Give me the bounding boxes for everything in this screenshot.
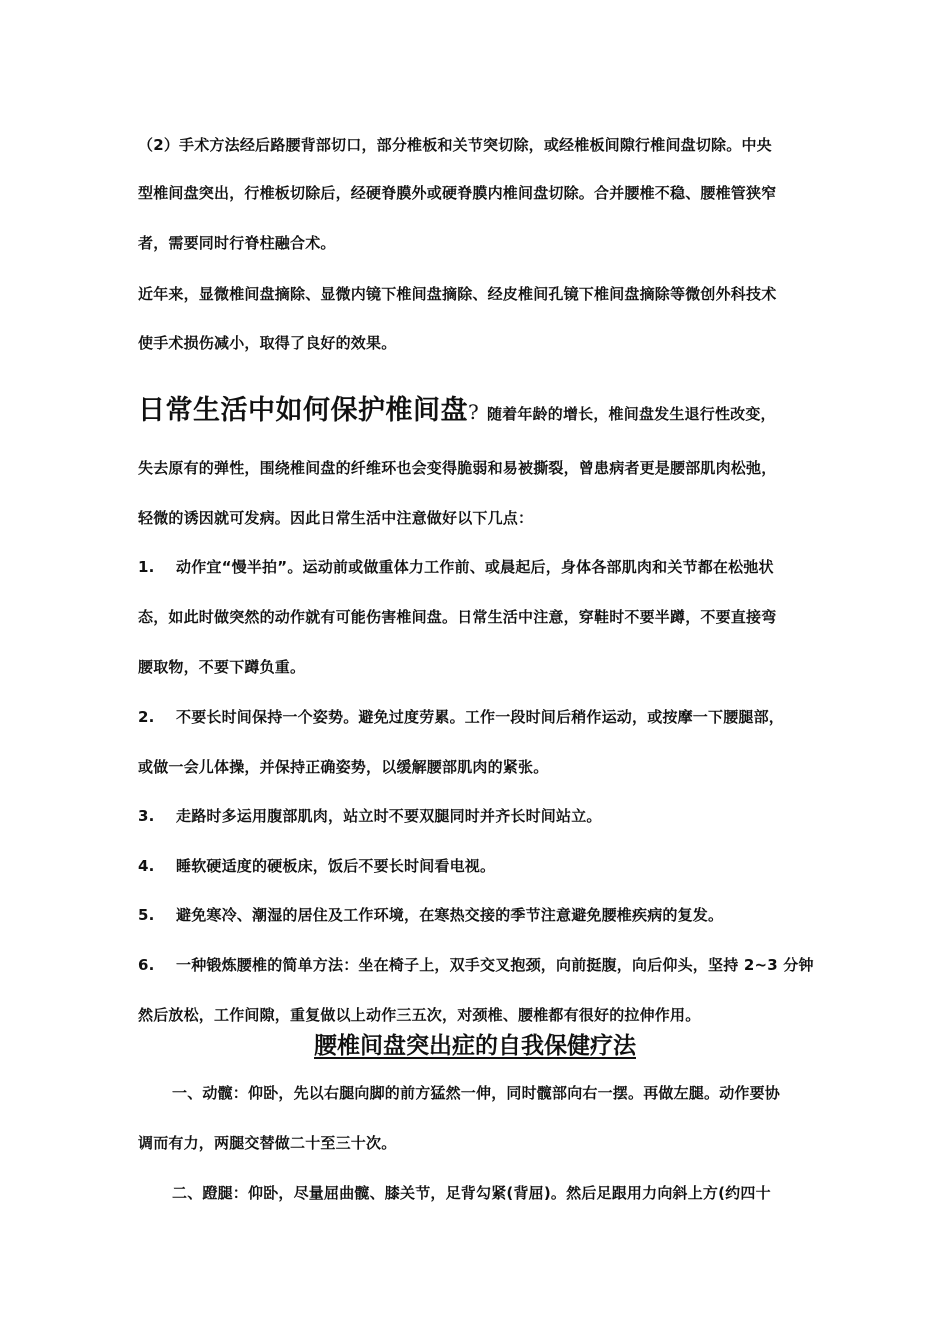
- heading-question-mark: ?: [468, 400, 479, 424]
- selfcare-p2-line-1: 二、蹬腿：仰卧，尽量屈曲髋、膝关节，足背勾紧(背屈)。然后足跟用力向斜上方(约四十: [172, 1184, 771, 1202]
- selfcare-p1-line-2: 调而有力，两腿交替做二十至三十次。: [138, 1134, 397, 1152]
- point-5-text: 避免寒冷、潮湿的居住及工作环境，在寒热交接的季节注意避免腰椎疾病的复发。: [176, 906, 724, 924]
- point-3-number: 3.: [138, 807, 155, 825]
- protect-line-1-rest: 随着年龄的增长，椎间盘发生退行性改变，: [486, 405, 776, 423]
- point-6-line-1: [138, 955, 818, 975]
- point-2-number: 2.: [138, 708, 155, 726]
- point-1-line-1: [138, 557, 818, 577]
- selfcare-title: 腰椎间盘突出症的自我保健疗法: [314, 1033, 636, 1059]
- surgery-line-5: 使手术损伤减小，取得了良好的效果。: [138, 334, 397, 352]
- section-heading: 日常生活中如何保护椎间盘: [138, 395, 468, 426]
- point-1-number: 1.: [138, 558, 155, 576]
- point-1-line-2: 态，如此时做突然的动作就有可能伤害椎间盘。日常生活中注意，穿鞋时不要半蹲，不要直接弯: [138, 608, 777, 626]
- point-6-text: 一种锻炼腰椎的简单方法：坐在椅子上，双手交叉抱颈，向前挺腹，向后仰头，坚持 2~3 分钟: [176, 956, 814, 974]
- point-4-text: 睡软硬适度的硬板床，饭后不要长时间看电视。: [176, 857, 496, 875]
- point-4-number: 4.: [138, 857, 155, 875]
- protect-heading-line: [138, 393, 818, 432]
- point-5-line-1: [138, 905, 818, 925]
- point-5-number: 5.: [138, 906, 155, 924]
- point-3-line-1: [138, 806, 818, 826]
- surgery-line-2: 型椎间盘突出，行椎板切除后，经硬脊膜外或硬脊膜内椎间盘切除。合并腰椎不稳、腰椎管狭窄: [138, 184, 777, 202]
- point-3-text: 走路时多运用腹部肌肉，站立时不要双腿同时并齐长时间站立。: [176, 807, 602, 825]
- point-1-text: 动作宜“慢半拍”。运动前或做重体力工作前、或晨起后，身体各部肌肉和关节都在松弛状: [176, 558, 774, 576]
- point-6-number: 6.: [138, 956, 155, 974]
- surgery-line-1: （2）手术方法经后路腰背部切口，部分椎板和关节突切除，或经椎板间隙行椎间盘切除。中央: [138, 136, 772, 154]
- point-4-line-1: [138, 856, 818, 876]
- selfcare-p1-line-1: 一、动髋：仰卧，先以右腿向脚的前方猛然一伸，同时髋部向右一摆。再做左腿。动作要协: [172, 1084, 781, 1102]
- point-2-text: 不要长时间保持一个姿势。避免过度劳累。工作一段时间后稍作运动，或按摩一下腰腿部，: [176, 708, 785, 726]
- point-2-line-2: 或做一会儿体操，并保持正确姿势，以缓解腰部肌肉的紧张。: [138, 758, 549, 776]
- point-2-line-1: [138, 707, 818, 727]
- point-1-line-3: 腰取物，不要下蹲负重。: [138, 658, 306, 676]
- protect-line-2: 失去原有的弹性，围绕椎间盘的纤维环也会变得脆弱和易被撕裂，曾患病者更是腰部肌肉松弛，: [138, 459, 777, 477]
- point-6-line-2: 然后放松，工作间隙，重复做以上动作三五次，对颈椎、腰椎都有很好的拉伸作用。: [138, 1006, 701, 1024]
- surgery-line-4: 近年来，显微椎间盘摘除、显微内镜下椎间盘摘除、经皮椎间孔镜下椎间盘摘除等微创外科技术: [138, 285, 777, 303]
- protect-line-3: 轻微的诱因就可发病。因此日常生活中注意做好以下几点：: [138, 509, 534, 527]
- surgery-line-3: 者，需要同时行脊柱融合术。: [138, 234, 336, 252]
